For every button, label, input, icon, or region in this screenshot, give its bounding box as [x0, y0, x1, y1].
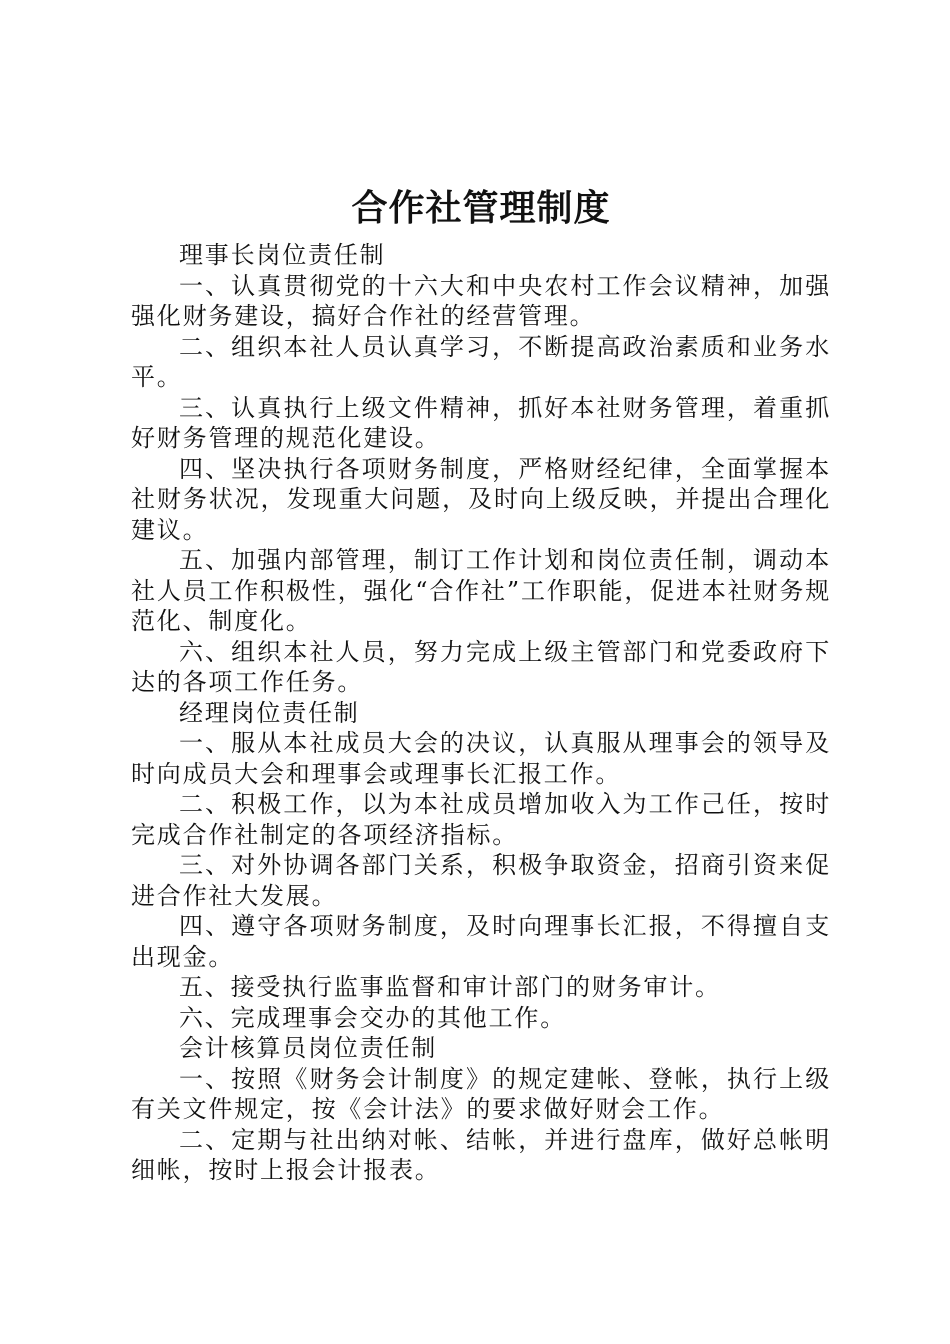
section-heading: 理事长岗位责任制: [179, 241, 386, 269]
paragraph: 四、坚决执行各项财务制度，严格财经纪律，全面掌握本社财务状况，发现重大问题，及时向上级反映，并提出合理化建议。: [131, 454, 831, 544]
paragraph: 三、对外协调各部门关系，积极争取资金，招商引资来促进合作社大发展。: [131, 851, 831, 910]
document-title: 合作社管理制度: [351, 187, 611, 229]
section-heading: 经理岗位责任制: [179, 698, 360, 727]
section-heading: 会计核算员岗位责任制: [179, 1034, 437, 1062]
paragraph: 三、认真执行上级文件精神，抓好本社财务管理，着重抓好财务管理的规范化建设。: [131, 393, 831, 452]
paragraph: 五、加强内部管理，制订工作计划和岗位责任制，调动本社人员工作积极性，强化“合作社”工作职能，促进本社财务规范化、制度化。: [131, 546, 831, 635]
paragraph: 二、积极工作，以为本社成员增加收入为工作己任，按时完成合作社制定的各项经济指标。: [131, 790, 831, 849]
paragraph: 二、定期与社出纳对帐、结帐，并进行盘库，做好总帐明细帐，按时上报会计报表。: [131, 1125, 831, 1184]
section-accountant: [131, 1033, 831, 1186]
paragraph: 一、按照《财务会计制度》的规定建帐、登帐，执行上级有关文件规定，按《会计法》的要求做好财会工作。: [131, 1064, 831, 1123]
paragraph: 二、组织本社人员认真学习，不断提高政治素质和业务水平。: [131, 332, 831, 391]
document-page: [131, 178, 831, 1186]
paragraph: 一、服从本社成员大会的决议，认真服从理事会的领导及时向成员大会和理事会或理事长汇报工作。: [131, 729, 831, 788]
paragraph: 一、认真贯彻党的十六大和中央农村工作会议精神，加强强化财务建设，搞好合作社的经营管理。: [131, 271, 831, 330]
paragraph: 五、接受执行监事监督和审计部门的财务审计。: [179, 973, 721, 1001]
paragraph: 六、完成理事会交办的其他工作。: [179, 1003, 566, 1032]
paragraph: 六、组织本社人员，努力完成上级主管部门和党委政府下达的各项工作任务。: [131, 637, 831, 696]
paragraph: 四、遵守各项财务制度，及时向理事长汇报，不得擅自支出现金。: [131, 912, 831, 971]
section-manager: [131, 698, 831, 1034]
section-chairman: [131, 240, 831, 698]
